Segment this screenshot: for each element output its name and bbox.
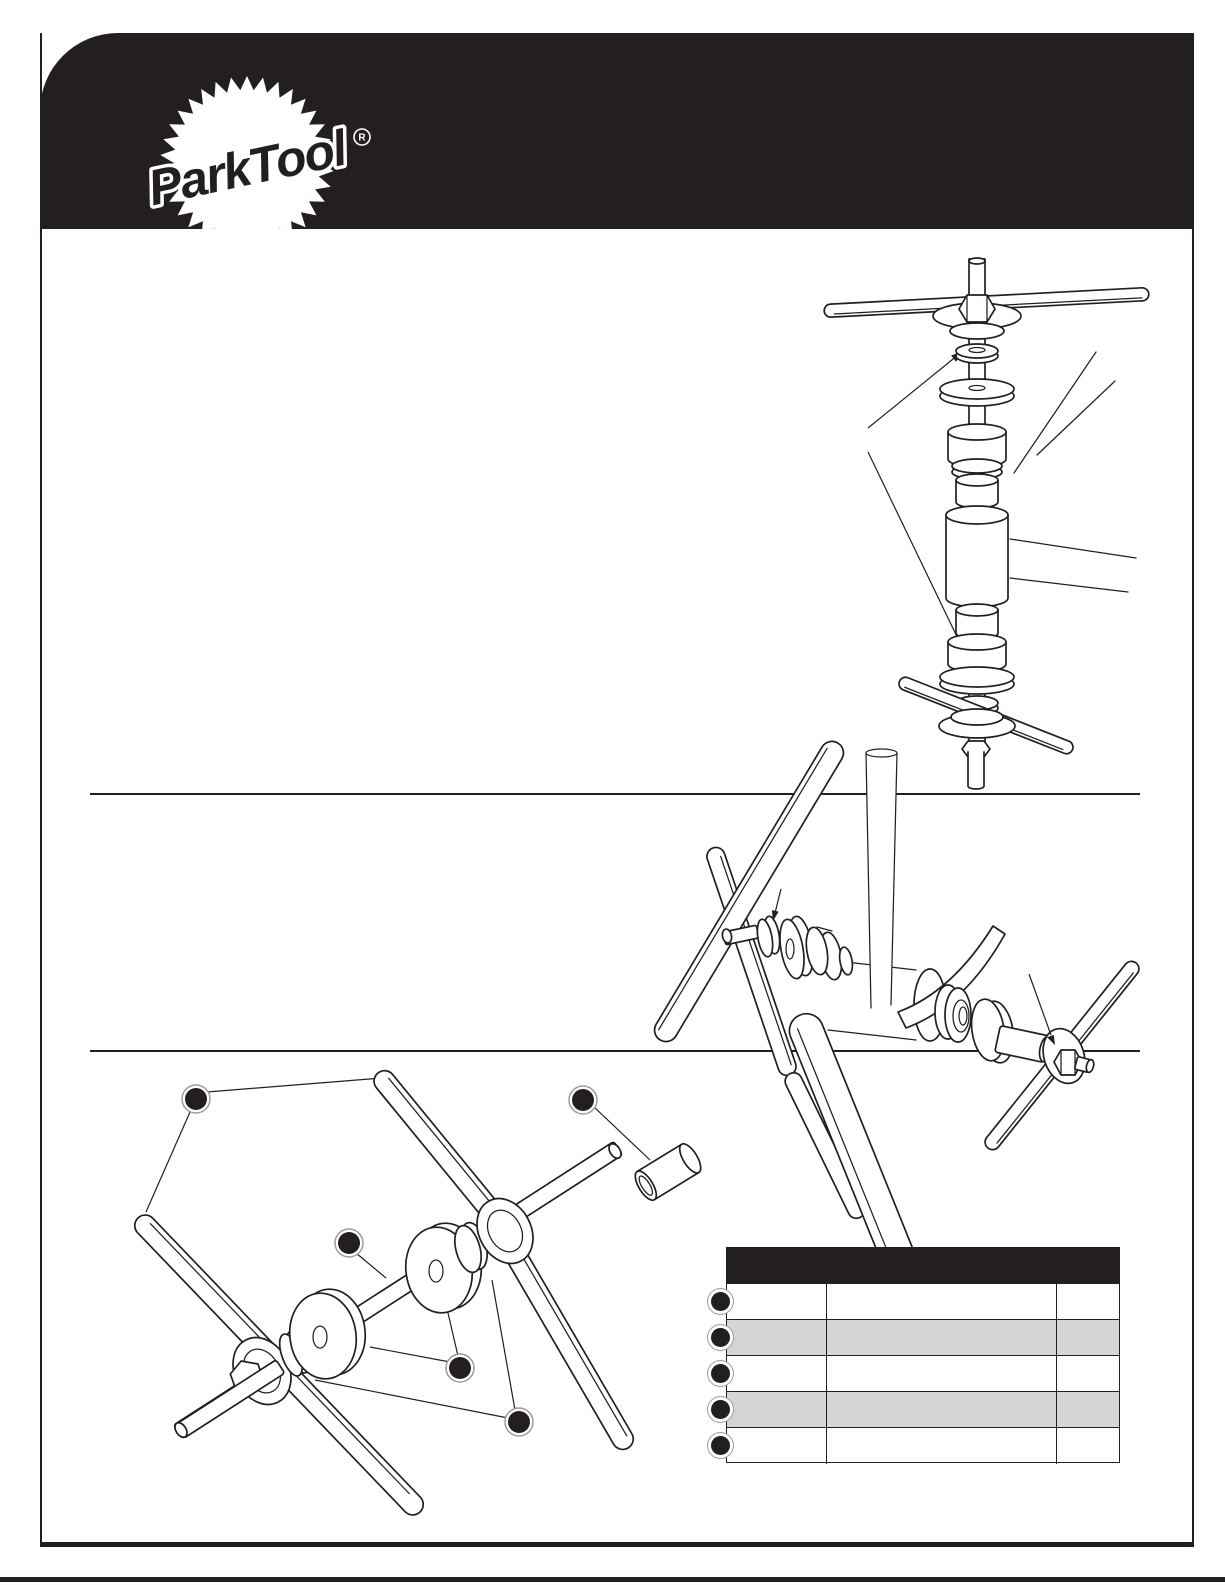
table-row	[727, 1356, 1119, 1392]
tube-shell	[946, 506, 1008, 607]
table-cell	[1057, 1320, 1118, 1355]
parts-table-grid	[726, 1283, 1120, 1463]
row-number-bullet	[707, 1396, 734, 1423]
table-row	[727, 1284, 1119, 1320]
bearing	[935, 985, 971, 1042]
row-number-bullet	[707, 1324, 734, 1351]
upper-bushing	[948, 424, 1006, 508]
down-tube	[650, 737, 847, 1046]
table-cell	[1057, 1356, 1118, 1391]
table-row	[727, 1320, 1119, 1356]
frame-tube-lines	[1010, 352, 1136, 592]
figure-press-headtube	[818, 240, 1202, 800]
table-cell	[827, 1428, 1057, 1464]
header-band	[40, 33, 1194, 229]
parts-table-header	[726, 1247, 1120, 1283]
table-row	[727, 1392, 1119, 1428]
seat-tube	[866, 749, 897, 1008]
row-number-bullet	[707, 1432, 734, 1459]
callout-arrow-icon	[772, 889, 781, 921]
parktool-logo	[85, 73, 415, 253]
callout-dot	[335, 1229, 363, 1257]
table-cell	[727, 1356, 827, 1391]
callout-dot	[569, 1086, 597, 1114]
table-cell	[1057, 1428, 1118, 1464]
parts-table	[726, 1247, 1120, 1463]
footer-rule	[0, 1577, 1225, 1582]
table-cell	[727, 1284, 827, 1319]
table-cell	[727, 1428, 827, 1464]
top-handle	[824, 287, 1149, 339]
row-number-bullet	[707, 1360, 734, 1387]
registered-mark-icon	[354, 129, 370, 145]
svg-text:R: R	[358, 132, 366, 144]
table-cell	[827, 1320, 1057, 1355]
callout-dot	[446, 1354, 474, 1382]
figure-exploded-parts	[90, 1055, 735, 1555]
table-cell	[827, 1356, 1057, 1391]
table-cell	[1057, 1284, 1118, 1319]
table-cell	[1057, 1392, 1118, 1427]
table-cell	[727, 1392, 827, 1427]
table-cell	[827, 1284, 1057, 1319]
table-cell	[827, 1392, 1057, 1427]
row-number-bullet	[707, 1288, 734, 1315]
spacer-cylinder	[631, 1141, 705, 1204]
table-cell	[727, 1320, 827, 1355]
callout-dot	[505, 1408, 533, 1436]
brand-text: ParkTool	[143, 119, 351, 217]
callout-dot	[182, 1085, 210, 1113]
table-row	[727, 1428, 1119, 1464]
